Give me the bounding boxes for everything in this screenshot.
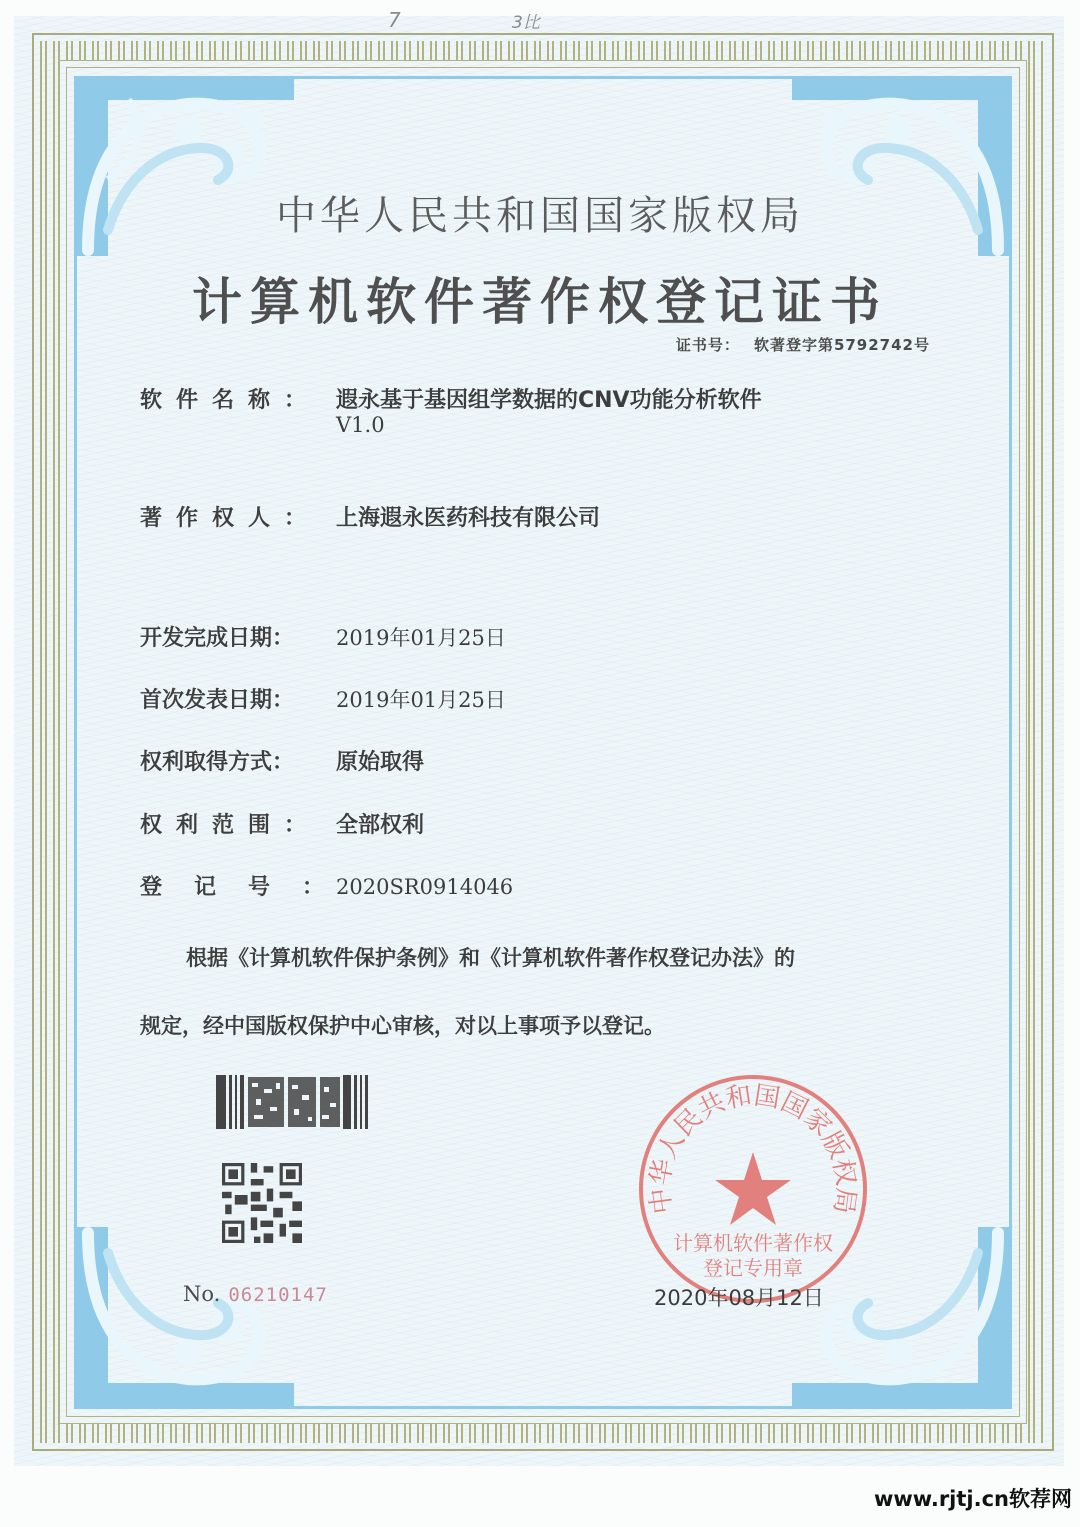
field-value-version: V1.0 xyxy=(336,413,385,437)
certificate-number xyxy=(676,334,930,355)
official-seal-icon xyxy=(636,1072,870,1306)
registration-statement xyxy=(140,924,960,1060)
serial-number: 06210147 xyxy=(228,1284,328,1306)
field-copyright-owner xyxy=(140,501,600,532)
qr-code-icon xyxy=(222,1163,302,1243)
field-rights-scope xyxy=(140,808,424,839)
field-label: 首次发表日期： xyxy=(140,688,295,713)
corner-ornament-icon xyxy=(68,1223,298,1413)
field-label: 权利取得方式： xyxy=(140,750,295,775)
field-value: 全部权利 xyxy=(336,813,425,838)
certificate-number-value: 软著登字第5792742号 xyxy=(753,336,930,354)
field-label: 软件名称： xyxy=(140,388,321,413)
field-value: 上海遐永医药科技有限公司 xyxy=(336,506,601,531)
certificate-number-label: 证书号： xyxy=(675,336,740,354)
field-value: 原始取得 xyxy=(336,750,425,775)
statement-line: 根据《计算机软件保护条例》和《计算机软件著作权登记办法》的 xyxy=(186,946,795,970)
field-label: 著作权人： xyxy=(140,506,321,531)
serial-prefix: No. xyxy=(183,1282,221,1306)
issue-date: 2020年08月12日 xyxy=(654,1286,824,1310)
seal-inner-line: 计算机软件著作权 xyxy=(673,1231,833,1255)
field-label: 登记号： xyxy=(140,875,357,900)
seal-inner-line: 登记专用章 xyxy=(703,1256,803,1280)
statement-line: 规定，经中国版权保护中心审核，对以上事项予以登记。 xyxy=(140,1014,665,1038)
barcode-icon xyxy=(216,1075,368,1129)
field-label: 开发完成日期： xyxy=(140,626,295,651)
field-development-date xyxy=(140,621,506,652)
field-value: 2019年01月25日 xyxy=(336,626,506,650)
handwritten-mark: 7 xyxy=(388,8,401,32)
field-value: 2019年01月25日 xyxy=(336,688,506,712)
certificate-serial xyxy=(183,1282,328,1306)
field-acquisition-method xyxy=(140,745,424,776)
seal-ring-text: 中华人民共和国国家版权局 xyxy=(645,1080,861,1216)
handwritten-mark: 3比 xyxy=(512,13,540,33)
field-value: 2020SR0914046 xyxy=(336,875,514,899)
field-software-name xyxy=(140,383,762,437)
field-first-publish-date xyxy=(140,683,506,714)
site-watermark: www.rjtj.cn软荐网 xyxy=(873,1487,1072,1511)
field-registration-number xyxy=(140,870,513,901)
issuing-authority: 中华人民共和国国家版权局 xyxy=(276,193,804,239)
certificate-title: 计算机软件著作权登记证书 xyxy=(192,272,888,331)
field-label: 权利范围： xyxy=(140,813,321,838)
field-value: 遐永基于基因组学数据的CNV功能分析软件 xyxy=(336,388,762,413)
